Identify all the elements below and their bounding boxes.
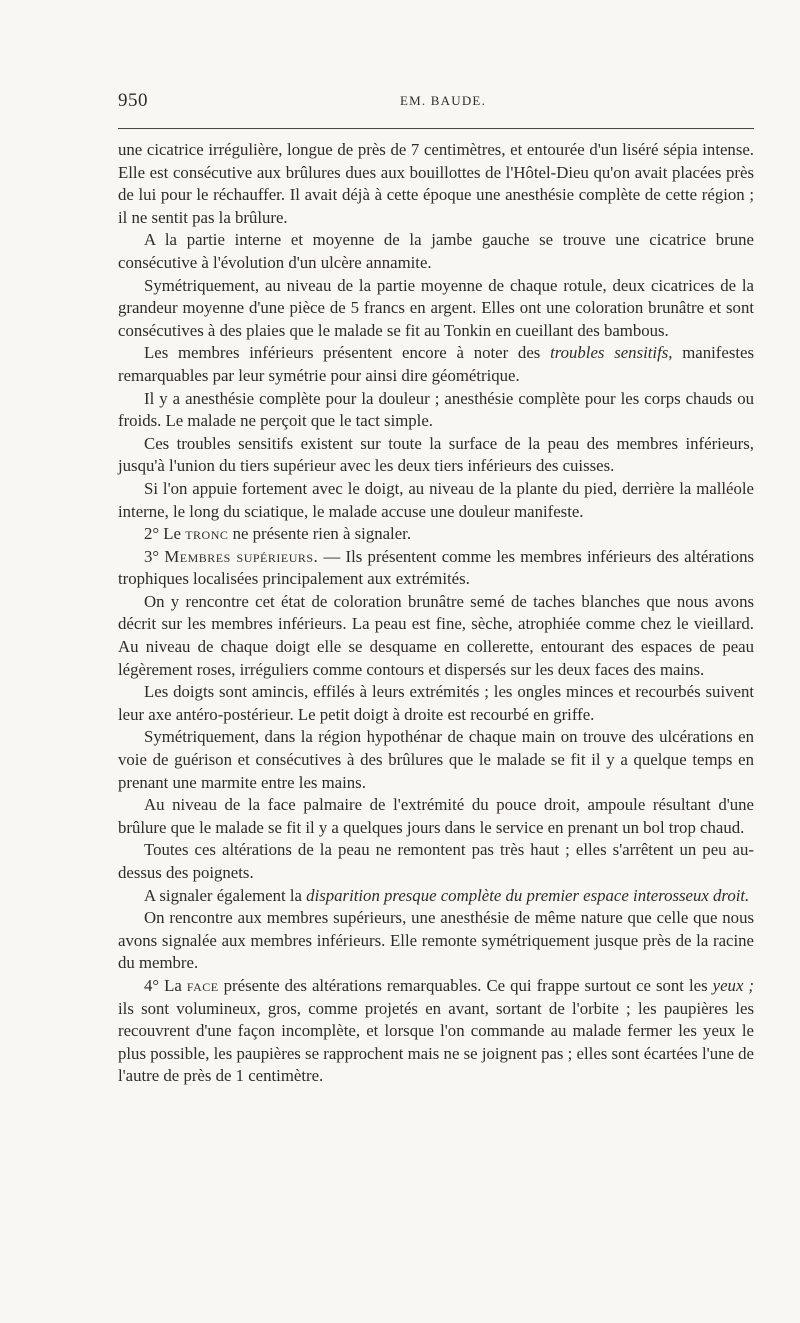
- text-run: ils sont volumineux, gros, comme projetés en avant, sortant de l'orbite ; les paupières les recouvrent d'une façon incomplète, et lorsque l'on commande au malade fermer les yeux le plus possible, les paupières se rapprochent mais ne se joignent pas ; elles sont écartées l'une de l'autre de près de 1 centimètre.: [118, 998, 754, 1086]
- paragraph: A la partie interne et moyenne de la jambe gauche se trouve une cicatrice brune consécutive à l'évolution d'un ulcère annamite.: [118, 230, 754, 272]
- text-run: — Ils présentent comme les membres inférieurs des altérations trophiques localisées principalement aux extrémités.: [118, 546, 755, 589]
- paragraph: [118, 523, 754, 546]
- paragraph: Toutes ces altérations de la peau ne remontent pas très haut ; elles s'arrêtent un peu au-dessus des poignets.: [118, 840, 754, 882]
- paragraph: [118, 546, 754, 591]
- paragraph: Symétriquement, dans la région hypothénar de chaque main on trouve des ulcérations en voie de guérison et consécutives à des brûlures que le malade se fit il y a quelque temps en prenant une marmite entre les mains.: [118, 727, 754, 792]
- running-head: EM. BAUDE.: [400, 93, 487, 108]
- section-heading: tronc: [185, 524, 229, 544]
- paragraph: [118, 975, 754, 1088]
- text-run: A signaler également la: [144, 885, 307, 905]
- text-run: 2° Le: [144, 524, 186, 544]
- paragraph: Ces troubles sensitifs existent sur toute la surface de la peau des membres inférieurs, jusqu'à l'union du tiers supérieur avec les deux tiers inférieurs des cuisses.: [118, 433, 754, 476]
- italic-text: disparition presque complète du premier espace interosseux droit.: [306, 885, 750, 905]
- paragraph: une cicatrice irrégulière, longue de près de 7 centimètres, et entourée d'un liséré sépia intense. Elle est consécutive aux brûlures dues aux bouillottes de l'Hôtel-Dieu qu'on avait placées près de lui pour le réchauffer. Il avait déjà à cette époque une anesthésie complète de cette région ; il ne sentit pas la brûlure.: [118, 140, 754, 227]
- page-number: 950: [118, 90, 148, 111]
- paragraph: Les doigts sont amincis, effilés à leurs extrémités ; les ongles minces et recourbés suivent leur axe antéro-postérieur. Le petit doigt à droite est recourbé en griffe.: [118, 682, 754, 724]
- paragraph: On rencontre aux membres supérieurs, une anesthésie de même nature que celle que nous avons signalée aux membres inférieurs. Elle remonte symétriquement jusque près de la racine du membre.: [118, 908, 754, 973]
- paragraph: Au niveau de la face palmaire de l'extrémité du pouce droit, ampoule résultant d'une brûlure que le malade se fit il y a quelques jours dans le service en prenant un bol trop chaud.: [118, 795, 754, 837]
- paragraph: [118, 885, 754, 908]
- italic-text: troubles sensitifs: [550, 343, 669, 363]
- italic-text: yeux ;: [712, 975, 754, 995]
- paragraph: Si l'on appuie fortement avec le doigt, au niveau de la plante du pied, derrière la malléole interne, le long du sciatique, le malade accuse une douleur manifeste.: [118, 478, 754, 521]
- text-run: 3°: [144, 546, 165, 566]
- section-heading: face: [186, 975, 219, 995]
- body-text: [118, 139, 754, 1088]
- text-run: ne présente rien à signaler.: [228, 524, 412, 544]
- text-run: 4° La: [144, 975, 187, 995]
- header-rule: [118, 128, 754, 129]
- paragraph: [118, 342, 754, 387]
- text-run: Les membres inférieurs présentent encore à noter des: [144, 343, 551, 363]
- paragraph: Symétriquement, au niveau de la partie moyenne de chaque rotule, deux cicatrices de la grandeur moyenne d'une pièce de 5 francs en argent. Elles ont une coloration brunâtre et sont consécutives à des plaies que le malade se fit au Tonkin en cueillant des bambous.: [118, 275, 754, 340]
- paragraph: On y rencontre cet état de coloration brunâtre semé de taches blanches que nous avons décrit sur les membres inférieurs. La peau est fine, sèche, atrophiée comme chez le vieillard. Au niveau de chaque doigt elle se desquame en collerette, entourant des espaces de peau légèrement roses, irréguliers comme contours et dispersés sur les deux faces des mains.: [118, 591, 754, 679]
- text-run: , manifestes remarquables par leur symétrie pour ainsi dire géométrique.: [118, 343, 754, 385]
- paragraph: Il y a anesthésie complète pour la douleur ; anesthésie complète pour les corps chauds ou froids. Le malade ne perçoit que le tact simple.: [118, 388, 754, 431]
- page-header: [118, 90, 754, 116]
- section-heading: Membres supérieurs.: [164, 546, 319, 566]
- text-run: présente des altérations remarquables. Ce qui frappe surtout ce sont les: [218, 975, 713, 995]
